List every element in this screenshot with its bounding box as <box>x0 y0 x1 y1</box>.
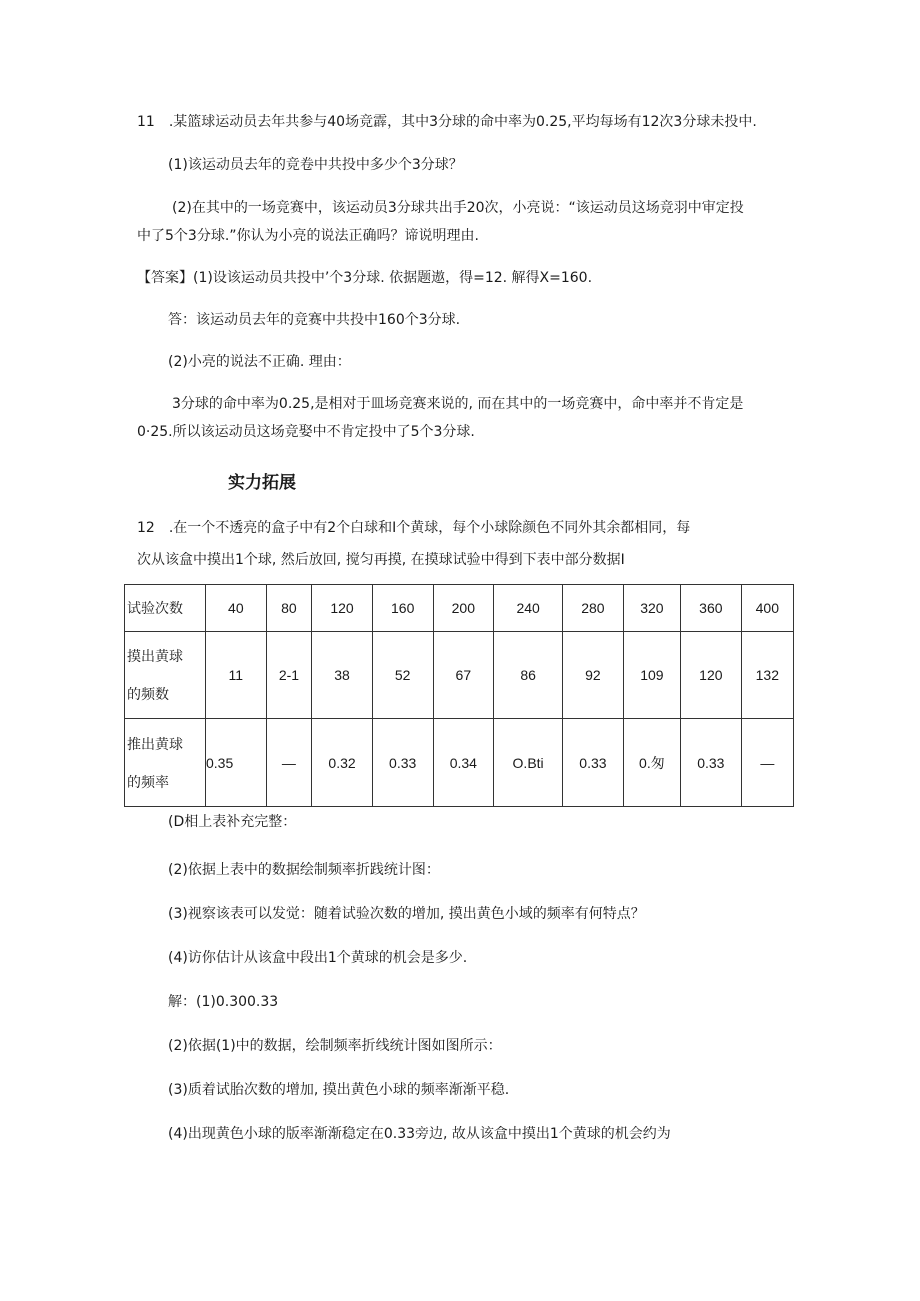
q12-part2: (2)依据上表中的数据绘制频率折践统计图： <box>168 862 440 878</box>
table-row-frequency <box>125 632 794 719</box>
table-cell: O.Bti <box>494 719 563 807</box>
table-cell: 86 <box>494 632 563 719</box>
table-cell: 280 <box>563 585 624 632</box>
table-cell: 0.33 <box>681 719 742 807</box>
table-cell: 200 <box>433 585 494 632</box>
solution-label: 解： <box>168 994 196 1010</box>
q12-part3: (3)视察该表可以发觉：随着试验次数的增加, 摸出黄色小域的频率有何特点？ <box>168 906 645 922</box>
table-cell: — <box>266 719 312 807</box>
table-cell: 109 <box>623 632 680 719</box>
answer1: (1)设该运动员共投中’个3分球. 依据题遨，得=12. 解得X=160. <box>193 270 593 286</box>
q11-reason-line1: 3分球的命中率为0.25,是相对于皿场竞赛来说的, 而在其中的一场竞赛中，命中率并不肯定是 <box>172 396 744 412</box>
table-cell: 120 <box>312 585 373 632</box>
q11-answer2: (2)小亮的说法不正确. 理由： <box>168 354 351 370</box>
row-header-line: 推出黄球 <box>127 735 183 752</box>
row-header-line: 的频率 <box>127 773 169 790</box>
q12-part4: (4)访你估计从该盒中段出1个黄球的机会是多少. <box>168 950 468 966</box>
table-cell: 360 <box>681 585 742 632</box>
q12-stem-line1: 12 .在一个不透亮的盒子中有2个白球和Ⅰ个黄球，每个小球除颜色不同外其余都相同，每 <box>137 520 691 536</box>
table-cell: 52 <box>372 632 433 719</box>
table-cell: 92 <box>563 632 624 719</box>
q11-answer1-reply: 答：该运动员去年的竞赛中共投中160个3分球. <box>168 312 461 328</box>
table-cell: 132 <box>741 632 793 719</box>
table-cell: 0.35 <box>206 719 267 807</box>
q11-answer <box>137 268 592 288</box>
table-cell: 120 <box>681 632 742 719</box>
table-cell: 11 <box>206 632 267 719</box>
table-cell: — <box>741 719 793 807</box>
q11-part1: (1)该运动员去年的竞卷中共投中多少个3分球？ <box>168 157 463 173</box>
table-cell: 0.33 <box>563 719 624 807</box>
table-cell: 80 <box>266 585 312 632</box>
table-cell: 0.32 <box>312 719 373 807</box>
table-cell: 67 <box>433 632 494 719</box>
q12-solution-2: (2)依据(1)中的数据，绘制频率折线统计图如图所示： <box>168 1038 502 1054</box>
table-cell: 40 <box>206 585 267 632</box>
table-cell: 0.33 <box>372 719 433 807</box>
q11-part2-line1: (2)在其中的一场竞赛中，该运动员3分球共出手20次，小亮说：“该运动员这场竞羽中审定投 <box>172 200 744 216</box>
table-cell: 2-1 <box>266 632 312 719</box>
q12-solution-4: (4)出现黄色小球的版率渐渐稳定在0.33旁边, 故从该盒中摸出1个黄球的机会约为 <box>168 1126 671 1142</box>
q12-part1: (D相上表补充完整： <box>168 814 297 830</box>
row-header-rate <box>125 719 206 807</box>
data-table <box>124 584 794 807</box>
row-header-line: 摸出黄球 <box>127 648 183 664</box>
q11-reason-line2: 0·25.所以该运动员这场竞娶中不肯定投中了5个3分球. <box>137 424 475 440</box>
answer-label: 【答案】 <box>137 270 193 286</box>
row-header-frequency <box>125 632 206 719</box>
table-cell: 38 <box>312 632 373 719</box>
q12-solution-1 <box>168 992 278 1012</box>
q11-part2-line2: 中了5个3分球.”你认为小亮的说法正确吗？谛说明理由. <box>137 228 479 244</box>
section-title: 实力拓展 <box>228 473 296 493</box>
q12-solution-3: (3)质着试胎次数的增加, 摸出黄色小球的频率渐渐平稳. <box>168 1082 510 1098</box>
table-cell: 320 <box>623 585 680 632</box>
row-header-trials: 试验次数 <box>125 585 206 632</box>
solution-1: (1)0.300.33 <box>196 994 279 1010</box>
table-cell: 400 <box>741 585 793 632</box>
row-header-line: 的频数 <box>127 686 169 702</box>
table-cell: 0.34 <box>433 719 494 807</box>
table-cell: 0.匆 <box>623 719 680 807</box>
table-row-trials <box>125 585 794 632</box>
q12-stem-line2: 次从该盒中摸出1个球, 然后放回, 搅匀再摸, 在摸球试验中得到下表中部分数据Ⅰ <box>137 552 625 568</box>
q11-stem: 11 .某篮球运动员去年共参与40场竞霹，其中3分球的命中率为0.25,平均每场有12次3分球未投中. <box>137 114 757 130</box>
table-cell: 160 <box>372 585 433 632</box>
table-row-rate <box>125 719 794 807</box>
table-cell: 240 <box>494 585 563 632</box>
